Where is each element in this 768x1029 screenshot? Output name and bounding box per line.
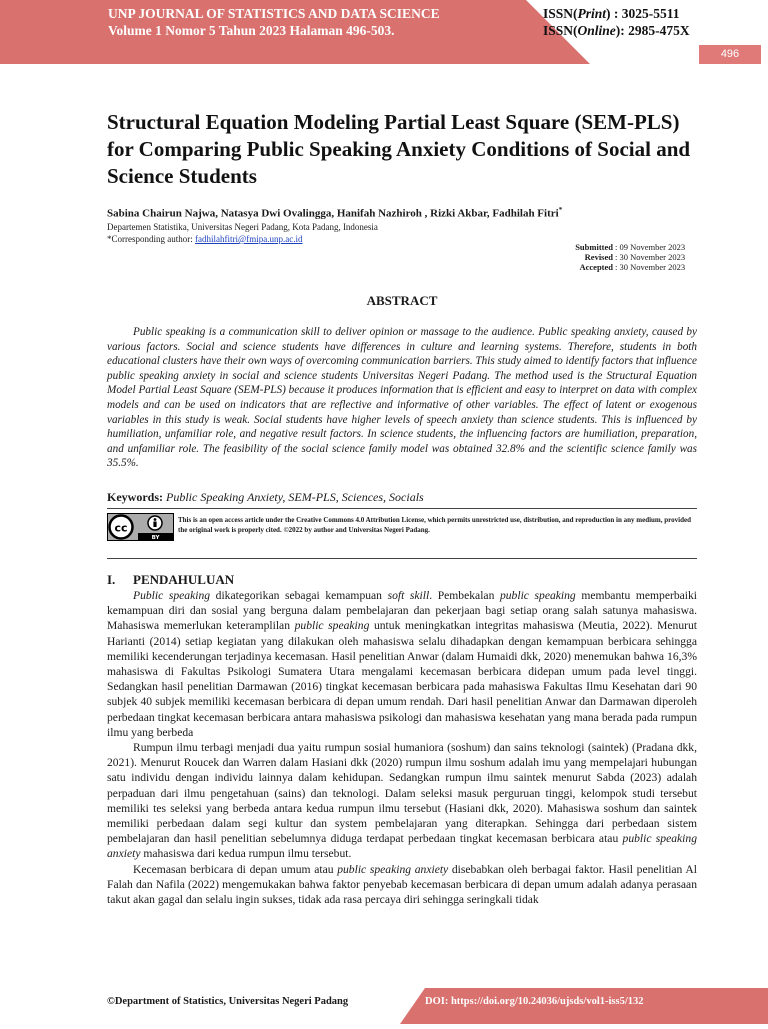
footer-department: ©Department of Statistics, Universitas Negeri Padang <box>107 996 349 1007</box>
article-title: Structural Equation Modeling Partial Least Square (SEM-PLS) for Comparing Public Speaking Anxiety Conditions of Social and Science Students <box>107 110 691 188</box>
attribution-icon <box>148 516 162 530</box>
license-rule-top <box>107 508 697 509</box>
corresponding-email-link[interactable]: fadhilahfitri@fmipa.unp.ac.id <box>195 234 303 244</box>
date-row-submitted: Submitted : 09 November 2023 <box>575 242 686 252</box>
creative-commons-icon <box>110 516 133 539</box>
svg-text:cc: cc <box>114 521 128 535</box>
license-rule-bottom <box>107 558 697 559</box>
section-body <box>107 588 697 907</box>
paragraph: Public speaking dikategorikan sebagai kemampuan soft skill. Pembekalan public speaking membantu memperbaiki kemampuan diri dan sosial yang berguna dalam pembelajaran dan pekerjaan bagi setiap orang salah satunya mahasiswa. Mahasiswa memerlukan keteramplilan public speaking untuk meningkatkan integritas mahasiswa (Meutia, 2022). Menurut Harianti (2014) setiap kegiatan yang dilakukan oleh mahasiswa selalu dihadapkan dengan kemampuan berbicara sehingga memiliki kecenderungan terjadinya kecemasan. Hasil penelitian Anwar (dalam Humaidi dkk, 2020) menemukan bahwa 16,3% mahasiswa di Fakultas Psikologi Sumatera Utara mengalami kecemasan berbicara didepan umum pada level tinggi. Sedangkan hasil penelitian Darmawan (2016) tingkat kecemasan berbicara pada mahasiswa Fakultas Ilmu Kesehatan dari 90 subjek 40 subjek memiliki kecemasan berbicara di depan umum rendah. Dari hasil penelitian Anwar dan Darmawan diperoleh perbedaan tingkat kecemasan berbicara antara mahasiswa psikologi dan mahasiswa kesehatan yang mana berada pada rumpun ilmu yang berbeda <box>107 589 698 739</box>
author-list: Sabina Chairun Najwa, Natasya Dwi Ovalingga, Hanifah Nazhiroh , Rizki Akbar, Fadhilah Fitri* <box>107 206 563 220</box>
affiliation: Departemen Statistika, Universitas Negeri Padang, Kota Padang, Indonesia <box>107 222 378 232</box>
license-text: This is an open access article under the Creative Commons 4.0 Attribution License, which permits unrestricted use, distribution, and reproduction in any medium, provided the original work is properly cited. ©2022 by author and Universitas Negeri Padang. <box>178 516 691 534</box>
issn-print: ISSN(Print) : 3025-5511 <box>543 6 680 21</box>
issn-block <box>543 5 690 39</box>
abstract-text: Public speaking is a communication skill to deliver opinion or massage to the audience. Public speaking anxiety, caused by various factors. Social and science students have differences in culture and learning systems. Therefore, students in both educational clusters have their own ways of overcoming communication barriers. This study aimed to identify factors that influence public speaking anxiety in social and science students Universitas Negeri Padang. The method used is the Structural Equation Model Partial Least Square (SEM-PLS) because it produces information that is efficient and easy to interpret on data with complex models and can be used on indicators that are reflective and informative of other variables. The effect of latent or exogenous variables in this study is weak. Social students have higher levels of speech anxiety than science students. This is influenced by humiliation, unfamiliar role, and negative result factors. In science students, the influencing factors are humiliation, preparation, and unfamiliar role. The feasibility of the social science family model was obtained 32.8% and the scientific science family was 35.5%. <box>107 326 697 470</box>
section-heading: I. PENDAHULUAN <box>107 572 235 587</box>
issn-online: ISSN(Online): 2985-475X <box>543 23 690 38</box>
date-row-accepted: Accepted : 30 November 2023 <box>579 262 686 272</box>
page-number-badge: 496 <box>699 45 761 64</box>
corresponding-author: *Corresponding author: fadhilahfitri@fmipa.unp.ac.id <box>107 234 303 244</box>
article-dates <box>560 242 685 272</box>
volume-info: Volume 1 Nomor 5 Tahun 2023 Halaman 496-503. <box>108 23 395 38</box>
paragraph: Kecemasan berbicara di depan umum atau public speaking anxiety disebabkan oleh berbagai faktor. Hasil penelitian Al Falah dan Nafila (2022) mengemukakan bahwa faktor penyebab kecemasan berbicara di depan umum adalah adanya perasaan takut akan gagal dan selalu ingin sukses, tidak ada rasa percaya diri sehingga seringkali tidak <box>107 862 697 907</box>
keywords: Keywords: Public Speaking Anxiety, SEM-PLS, Sciences, Socials <box>107 490 424 504</box>
abstract-heading: ABSTRACT <box>366 293 438 308</box>
paragraph: Rumpun ilmu terbagi menjadi dua yaitu rumpun sosial humaniora (soshum) dan sains teknologi (saintek) (Pradana dkk, 2021). Menurut Roucek dan Warren dalam Hasiani dkk (2020) rumpun ilmu soshum adalah imu yang mempelajari hubungan satu individu dengan individu lainnya dalam kehidupan. Sedangkan rumpun ilmu saintek menurut Sabda (2023) adalah perpaduan dari ilmu pengetahuan (sains) dan teknologi. Dalam seleksi masuk perguruan tinggi, kelompok studi tersebut memiliki tes seleksi yang berbeda antara kedua rumpun ilmu tersebut (Hasiani dkk, 2020). Mahasiswa soshum dan saintek memiliki perbedaan dalam segi kultur dan system pembelajaran yang diterapkan. Sehingga dari perbedaan sistem pembelajaran dan hasil penelitian sebelumnya diduga terdapat perbedaan tingkat kecemasan berbicara atau public speaking anxiety mahasiswa dari kedua rumpun ilmu tersebut. <box>107 741 698 861</box>
badge-by-text: BY <box>151 535 160 541</box>
footer-doi[interactable]: DOI: https://doi.org/10.24036/ujsds/vol1-iss5/132 <box>425 996 644 1007</box>
date-row-revised: Revised : 30 November 2023 <box>584 252 686 262</box>
journal-header <box>108 5 440 39</box>
cc-by-badge[interactable] <box>107 513 174 541</box>
journal-name: UNP JOURNAL OF STATISTICS AND DATA SCIENCE <box>108 6 440 21</box>
